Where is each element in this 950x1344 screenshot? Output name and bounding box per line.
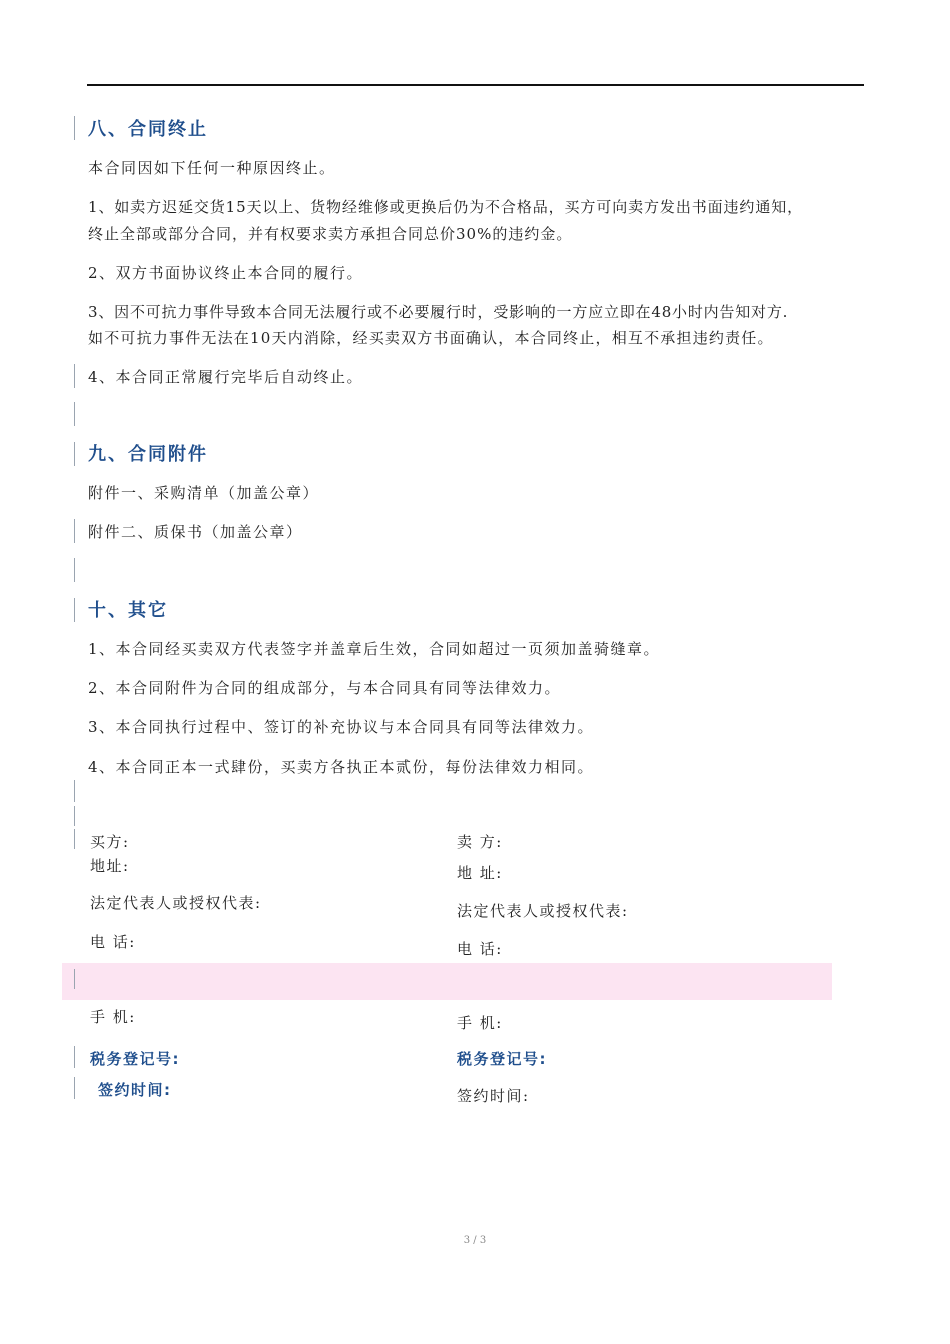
margin-marker bbox=[74, 116, 75, 140]
margin-marker bbox=[74, 829, 75, 849]
seller-party-label: 卖 方: bbox=[457, 833, 503, 851]
termination-item-3-line-1: 3、因不可抗力事件导致本合同无法履行或不必要履行时，受影响的一方应立即在48小时内告知对方. bbox=[88, 303, 789, 321]
seller-tax-label: 税务登记号: bbox=[457, 1050, 547, 1068]
buyer-rep-label: 法定代表人或授权代表: bbox=[90, 894, 262, 912]
other-item-4: 4、本合同正本一式肆份，买卖方各执正本贰份，每份法律效力相同。 bbox=[88, 758, 595, 776]
margin-marker bbox=[74, 969, 75, 989]
header-rule bbox=[87, 84, 864, 86]
termination-intro: 本合同因如下任何一种原因终止。 bbox=[88, 159, 336, 177]
margin-marker bbox=[74, 780, 75, 802]
margin-marker bbox=[74, 806, 75, 826]
termination-item-4: 4、本合同正常履行完毕后自动终止。 bbox=[88, 368, 364, 386]
section-heading-attachments: 九、合同附件 bbox=[88, 444, 208, 465]
buyer-tax-label: 税务登记号: bbox=[90, 1050, 180, 1068]
section-heading-other: 十、其它 bbox=[88, 600, 168, 621]
buyer-party-label: 买方: bbox=[90, 833, 130, 851]
other-item-3: 3、本合同执行过程中、签订的补充协议与本合同具有同等法律效力。 bbox=[88, 718, 595, 736]
margin-marker bbox=[74, 519, 75, 543]
margin-marker bbox=[74, 1046, 75, 1068]
margin-marker bbox=[74, 442, 75, 466]
seller-mobile-label: 手 机: bbox=[457, 1014, 503, 1032]
buyer-phone-label: 电 话: bbox=[90, 933, 136, 951]
other-item-2: 2、本合同附件为合同的组成部分，与本合同具有同等法律效力。 bbox=[88, 679, 562, 697]
buyer-address-label: 地址: bbox=[90, 857, 130, 875]
attachment-2: 附件二、质保书（加盖公章） bbox=[88, 523, 303, 541]
seller-rep-label: 法定代表人或授权代表: bbox=[457, 902, 629, 920]
other-item-1: 1、本合同经买卖双方代表签字并盖章后生效，合同如超过一页须加盖骑缝章。 bbox=[88, 640, 661, 658]
termination-item-2: 2、双方书面协议终止本合同的履行。 bbox=[88, 264, 364, 282]
seller-address-label: 地 址: bbox=[457, 864, 503, 882]
highlighted-row bbox=[62, 963, 832, 1000]
seller-phone-label: 电 话: bbox=[457, 940, 503, 958]
buyer-date-label: 签约时间: bbox=[98, 1081, 172, 1099]
page-number: 3 / 3 bbox=[463, 1235, 487, 1246]
termination-item-1-line-1: 1、如卖方迟延交货15天以上、货物经维修或更换后仍为不合格品，买方可向卖方发出书面违约通知， bbox=[88, 198, 804, 216]
margin-marker bbox=[74, 598, 75, 622]
margin-marker bbox=[74, 558, 75, 582]
buyer-mobile-label: 手 机: bbox=[90, 1008, 136, 1026]
termination-item-1-line-2: 终止全部或部分合同，并有权要求卖方承担合同总价30%的违约金。 bbox=[88, 225, 573, 243]
margin-marker bbox=[74, 1077, 75, 1099]
seller-date-label: 签约时间: bbox=[457, 1087, 530, 1105]
attachment-1: 附件一、采购清单（加盖公章） bbox=[88, 484, 320, 502]
margin-marker bbox=[74, 364, 75, 388]
margin-marker bbox=[74, 402, 75, 426]
section-heading-termination: 八、合同终止 bbox=[88, 119, 208, 140]
termination-item-3-line-2: 如不可抗力事件无法在10天内消除，经买卖双方书面确认，本合同终止，相互不承担违约责任。 bbox=[88, 329, 774, 347]
